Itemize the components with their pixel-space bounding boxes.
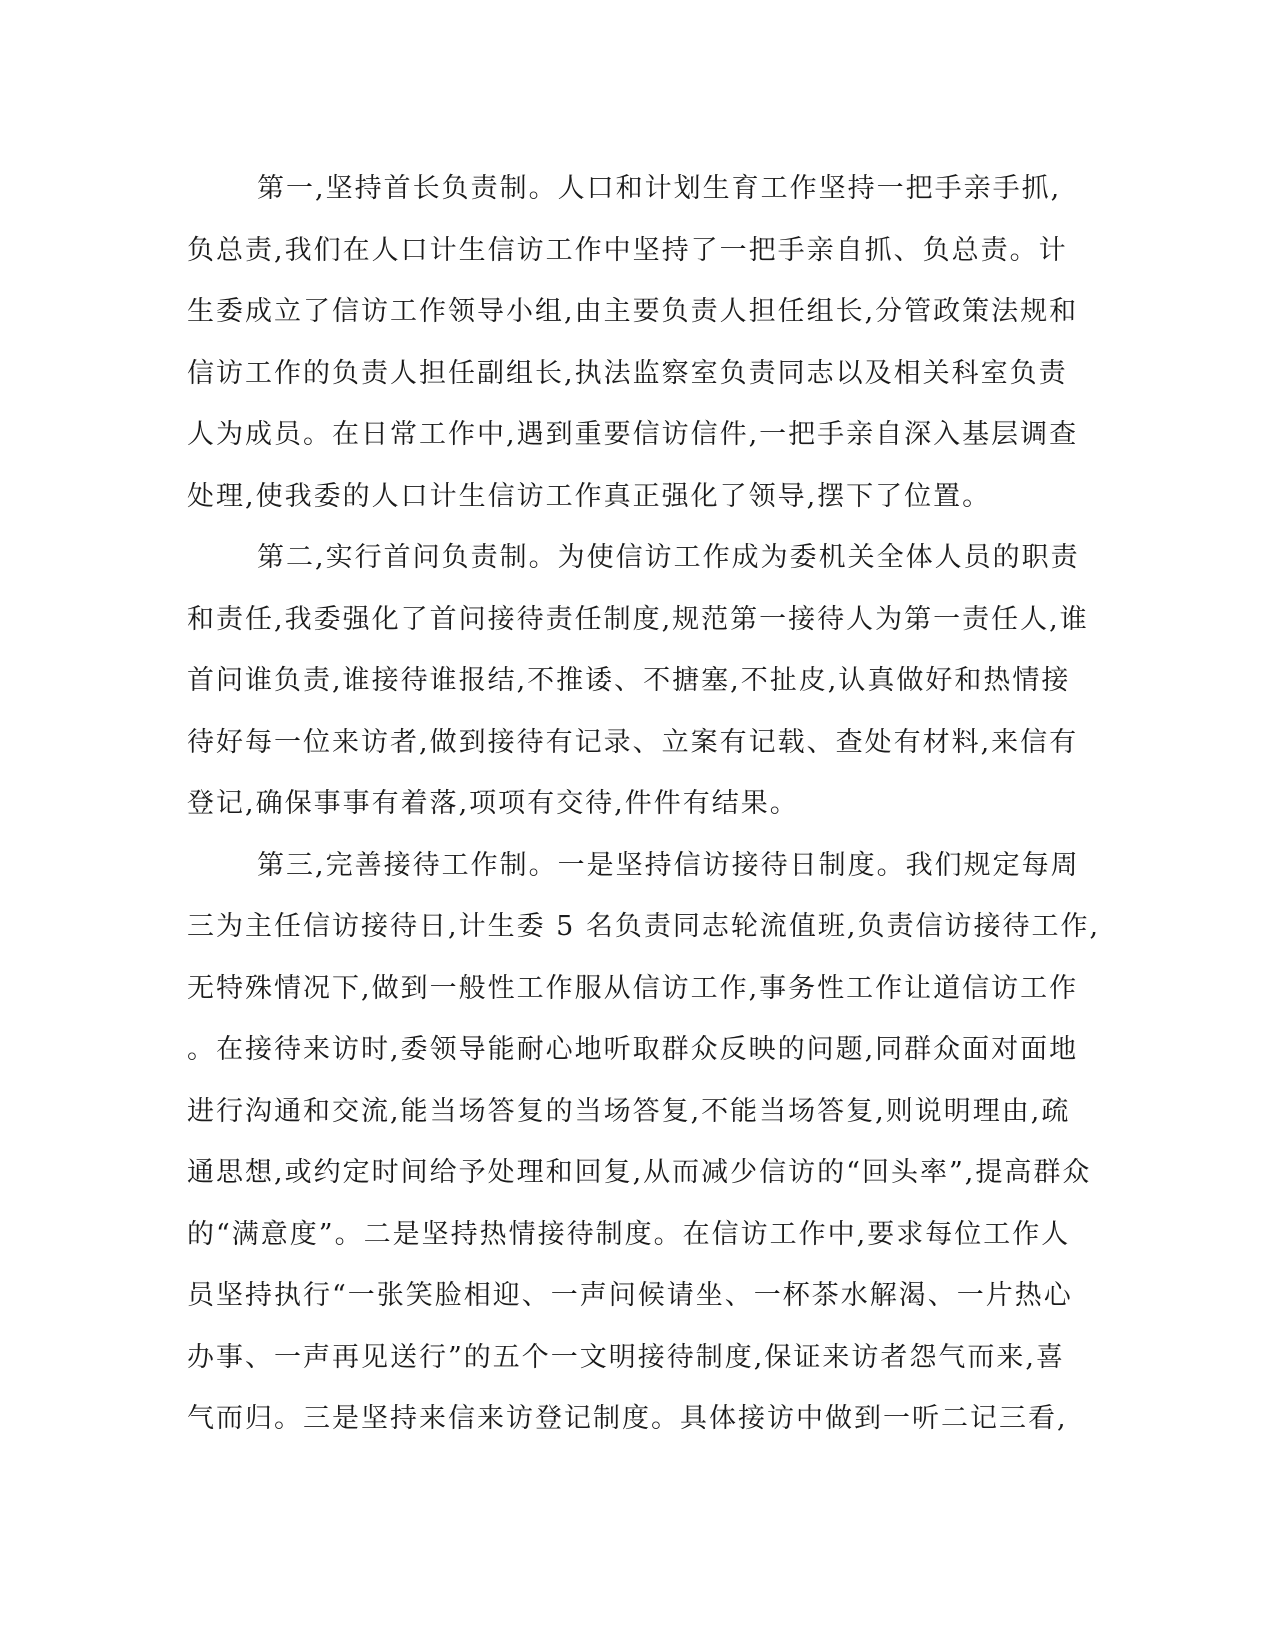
paragraph-3: [187, 835, 1101, 1450]
paragraph-line: 员坚持执行“一张笑脸相迎、一声问候请坐、一杯茶水解渴、一片热心: [187, 1280, 1073, 1311]
paragraph-line: 首问谁负责,谁接待谁报结,不推诿、不搪塞,不扯皮,认真做好和热情接: [187, 665, 1071, 696]
paragraph-line: 进行沟通和交流,能当场答复的当场答复,不能当场答复,则说明理由,疏: [187, 1095, 1071, 1127]
paragraph-2: [187, 527, 1089, 835]
paragraph-line: 负总责,我们在人口计生信访工作中坚持了一把手亲自抓、负总责。计: [187, 234, 1068, 266]
paragraph-1: [187, 158, 1079, 527]
paragraph-line: 办事、一声再见送行”的五个一文明接待制度,保证来访者怨气而来,喜: [187, 1341, 1065, 1373]
paragraph-line: 待好每一位来访者,做到接待有记录、立案有记载、查处有材料,来信有: [187, 726, 1079, 758]
paragraph-line: 第二,实行首问负责制。为使信访工作成为委机关全体人员的职责: [257, 542, 1080, 573]
paragraph-line: 生委成立了信访工作领导小组,由主要负责人担任组长,分管政策法规和: [187, 296, 1079, 327]
paragraph-line: 和责任,我委强化了首问接待责任制度,规范第一接待人为第一责任人,谁: [187, 603, 1089, 635]
paragraph-line: 。在接待来访时,委领导能耐心地听取群众反映的问题,同群众面对面地: [187, 1034, 1079, 1065]
paragraph-line: 气而归。三是坚持来信来访登记制度。具体接访中做到一听二记三看,: [187, 1403, 1068, 1434]
paragraph-line: 登记,确保事事有着落,项项有交待,件件有结果。: [187, 788, 799, 819]
paragraph-line: 三为主任信访接待日,计生委 5 名负责同志轮流值班,负责信访接待工作,: [187, 911, 1101, 942]
paragraph-line: 的“满意度”。二是坚持热情接待制度。在信访工作中,要求每位工作人: [187, 1218, 1071, 1250]
paragraph-line: 处理,使我委的人口计生信访工作真正强化了领导,摆下了位置。: [187, 480, 992, 512]
paragraph-line: 人为成员。在日常工作中,遇到重要信访信件,一把手亲自深入基层调查: [187, 419, 1079, 450]
paragraph-line: 信访工作的负责人担任副组长,执法监察室负责同志以及相关科室负责: [187, 357, 1068, 389]
paragraph-line: 通思想,或约定时间给予处理和回复,从而减少信访的“回头率”,提高群众: [187, 1157, 1092, 1188]
paragraph-line: 第三,完善接待工作制。一是坚持信访接待日制度。我们规定每周: [257, 849, 1080, 881]
paragraph-line: 第一,坚持首长负责制。人口和计划生育工作坚持一把手亲手抓,: [257, 173, 1062, 204]
document-body: [187, 158, 1101, 1450]
paragraph-line: 无特殊情况下,做到一般性工作服从信访工作,事务性工作让道信访工作: [187, 972, 1079, 1004]
